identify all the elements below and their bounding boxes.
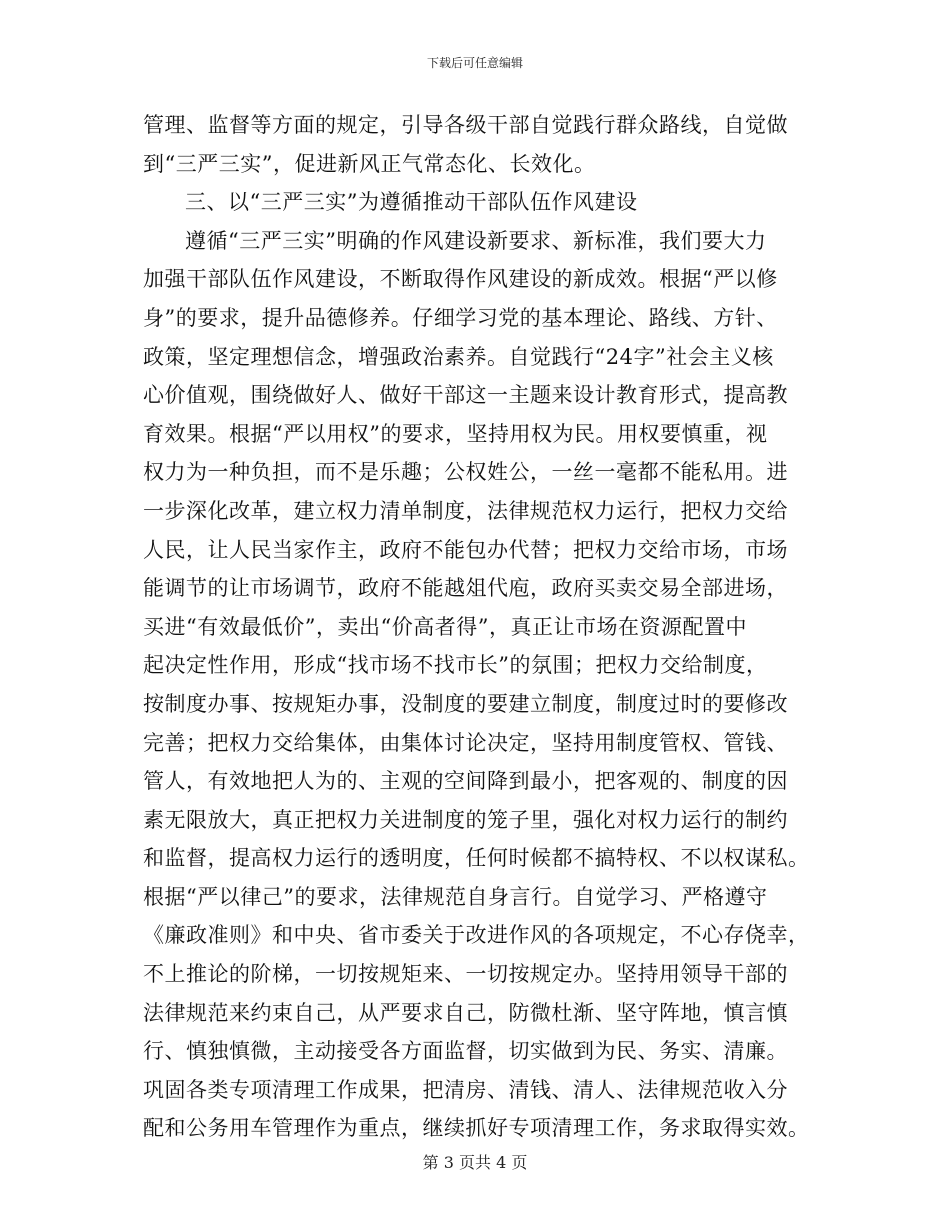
body-line: 法律规范来约束自己，从严要求自己，防微杜渐、坚守阵地，慎言慎 — [143, 1000, 788, 1025]
body-line: 和监督，提高权力运行的透明度，任何时候都不搞特权、不以权谋私。 — [143, 846, 810, 871]
body-line: 权力为一种负担，而不是乐趣；公权姓公，一丝一毫都不能私用。进 — [143, 460, 788, 485]
body-line: 巩固各类专项清理工作成果，把清房、清钱、清人、法律规范收入分 — [143, 1077, 788, 1102]
body-line: 到“三严三实”，促进新风正气常态化、长效化。 — [143, 151, 596, 176]
body-line: 育效果。根据“严以用权”的要求，坚持用权为民。用权要慎重，视 — [143, 421, 768, 446]
body-line: 一步深化改革，建立权力清单制度，法律规范权力运行，把权力交给 — [143, 498, 788, 523]
body-line: 遵循“三严三实”明确的作风建设新要求、新标准，我们要大力 — [185, 228, 767, 253]
body-line: 行、慎独慎微，主动接受各方面监督，切实做到为民、务实、清廉。 — [143, 1039, 788, 1064]
body-line: 加强干部队伍作风建设，不断取得作风建设的新成效。根据“严以修 — [143, 267, 778, 292]
page-header: 下载后可任意编辑 — [426, 56, 523, 70]
body-line: 人民，让人民当家作主，政府不能包办代替；把权力交给市场，市场 — [143, 537, 788, 562]
body-line: 心价值观，围绕做好人、做好干部这一主题来设计教育形式，提高教 — [143, 383, 788, 408]
document-body — [143, 106, 809, 1148]
body-line: 根据“严以律己”的要求，法律规范自身言行。自觉学习、严格遵守 — [143, 884, 768, 909]
body-line: 完善；把权力交给集体，由集体讨论决定，坚持用制度管权、管钱、 — [143, 730, 788, 755]
body-line: 身”的要求，提升品德修养。仔细学习党的基本理论、路线、方针、 — [143, 305, 778, 330]
section-heading: 三、以“三严三实”为遵循推动干部队伍作风建设 — [185, 190, 638, 215]
body-line: 能调节的让市场调节，政府不能越俎代庖，政府买卖交易全部进场， — [143, 576, 788, 601]
body-line: 起决定性作用，形成“找市场不找市长”的氛围；把权力交给制度， — [143, 653, 768, 678]
body-line: 素无限放大，真正把权力关进制度的笼子里，强化对权力运行的制约 — [143, 807, 788, 832]
body-line: 《廉政准则》和中央、省市委关于改进作风的各项规定，不心存侥幸， — [143, 923, 810, 948]
body-line: 管人，有效地把人为的、主观的空间降到最小，把客观的、制度的因 — [143, 769, 788, 794]
body-line: 配和公务用车管理作为重点，继续抓好专项清理工作，务求取得实效。 — [143, 1116, 810, 1141]
body-line: 管理、监督等方面的规定，引导各级干部自觉践行群众路线，自觉做 — [143, 113, 788, 137]
body-line: 按制度办事、按规矩办事，没制度的要建立制度，制度过时的要修改 — [143, 691, 788, 716]
body-line: 买进“有效最低价”，卖出“价高者得”，真正让市场在资源配置中 — [143, 614, 747, 639]
page-number: 第 3 页共 4 页 — [422, 1153, 528, 1172]
body-line: 政策，坚定理想信念，增强政治素养。自觉践行“24字”社会主义核 — [143, 344, 774, 369]
body-line: 不上推论的阶梯，一切按规矩来、一切按规定办。坚持用领导干部的 — [143, 962, 788, 987]
